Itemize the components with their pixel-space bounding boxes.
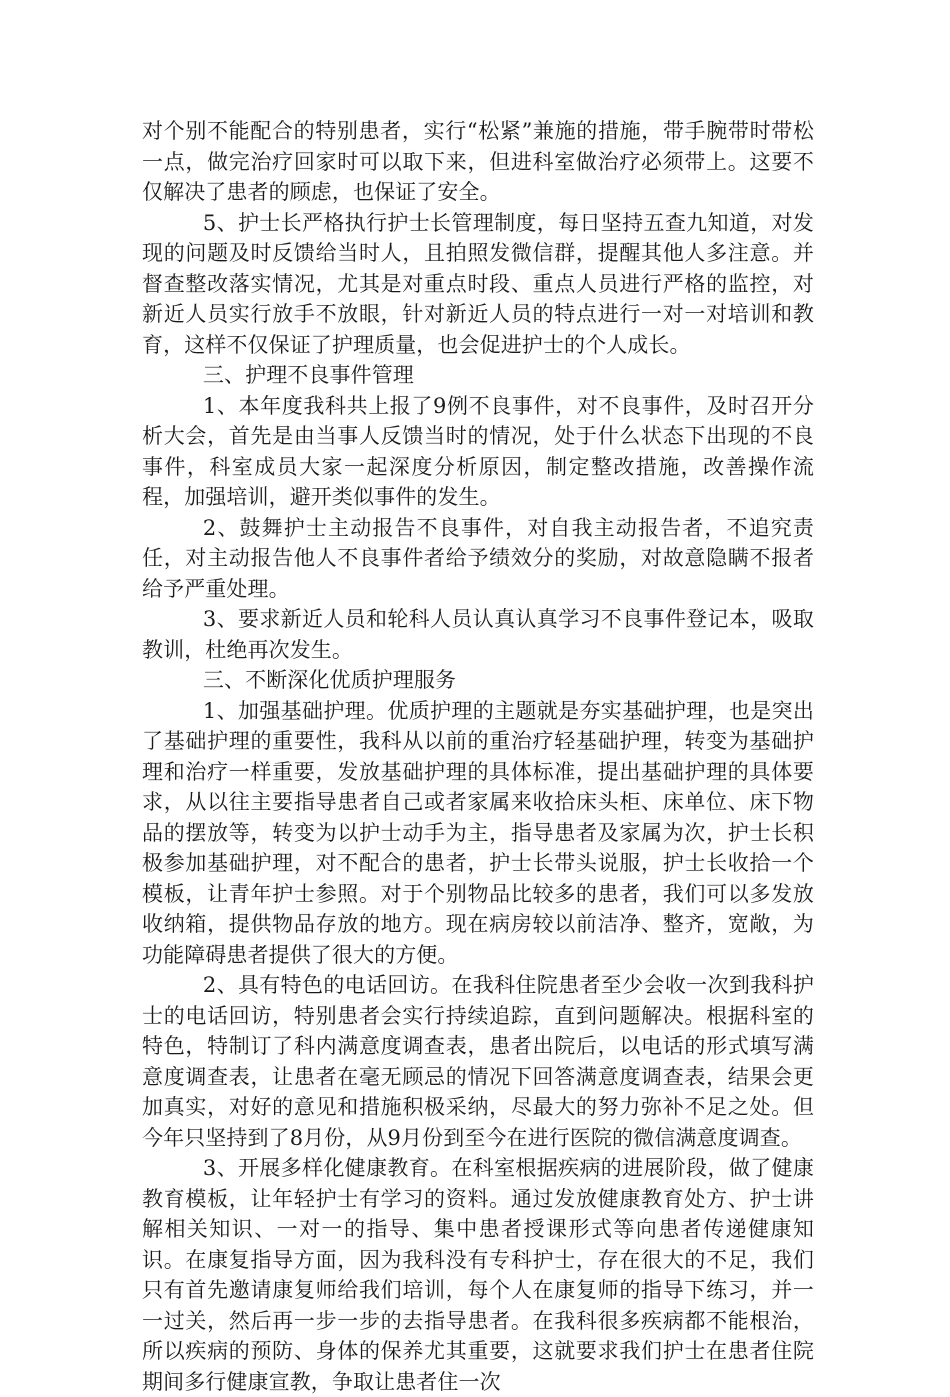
paragraph-health-education: 3、开展多样化健康教育。在科室根据疾病的进展阶段，做了健康教育模板，让年轻护士有学习的资料。通过发放健康教育处方、护士讲解相关知识、一对一的指导、集中患者授课形式等向患者传递健康知识。在康复指导方面，因为我科没有专科护士，存在很大的不足，我们只有首先邀请康复师给我们培训，每个人在康复师的指导下练习，并一一过关，然后再一步一步的去指导患者。在我科很多疾病都不能根治，所以疾病的预防、身体的保养尤其重要，这就要求我们护士在患者住院期间多行健康宣教，争取让患者住一次 [142, 1156, 814, 1394]
paragraph-continued: 对个别不能配合的特别患者，实行“松紧”兼施的措施，带手腕带时带松一点，做完治疗回家时可以取下来，但进科室做治疗必须带上。这要不仅解决了患者的顾虑，也保证了安全。 [142, 119, 814, 204]
paragraph-phone-followup: 2、具有特色的电话回访。在我科住院患者至少会收一次到我科护士的电话回访，特别患者会实行持续追踪，直到问题解决。根据科室的特色，特制订了科内满意度调查表，患者出院后，以电话的形式填写满意度调查表，让患者在毫无顾忌的情况下回答满意度调查表，结果会更加真实，对好的意见和措施积极采纳，尽最大的努力弥补不足之处。但今年只坚持到了8月份，从9月份到至今在进行医院的微信满意度调查。 [142, 973, 814, 1150]
paragraph-adverse-event-2: 2、鼓舞护士主动报告不良事件，对自我主动报告者，不追究责任，对主动报告他人不良事件者给予绩效分的奖励，对故意隐瞒不报者给予严重处理。 [142, 515, 814, 601]
section-heading-quality-service: 三、不断深化优质护理服务 [202, 668, 457, 692]
paragraph-adverse-event-3: 3、要求新近人员和轮科人员认真认真学习不良事件登记本，吸取教训，杜绝再次发生。 [142, 607, 814, 662]
paragraph-adverse-event-1: 1、本年度我科共上报了9例不良事件，对不良事件，及时召开分析大会，首先是由当事人反馈当时的情况，处于什么状态下出现的不良事件，科室成员大家一起深度分析原因，制定整改措施，改善操作流程，加强培训，避开类似事件的发生。 [142, 393, 814, 509]
document-body [142, 116, 814, 1397]
paragraph-head-nurse-management: 5、护士长严格执行护士长管理制度，每日坚持五查九知道，对发现的问题及时反馈给当时人，且拍照发微信群，提醒其他人多注意。并督查整改落实情况，尤其是对重点时段、重点人员进行严格的监控，对新近人员实行放手不放眼，针对新近人员的特点进行一对一对培训和教育，这样不仅保证了护理质量，也会促进护士的个人成长。 [142, 210, 814, 357]
paragraph-basic-nursing: 1、加强基础护理。优质护理的主题就是夯实基础护理，也是突出了基础护理的重要性，我科从以前的重治疗轻基础护理，转变为基础护理和治疗一样重要，发放基础护理的具体标准，提出基础护理的具体要求，从以往主要指导患者自己或者家属来收拾床头柜、床单位、床下物品的摆放等，转变为以护士动手为主，指导患者及家属为次，护士长积极参加基础护理，对不配合的患者，护士长带头说服，护士长收拾一个模板，让青年护士参照。对于个别物品比较多的患者，我们可以多发放收纳箱，提供物品存放的地方。现在病房较以前洁净、整齐，宽敞，为功能障碍患者提供了很大的方便。 [142, 698, 814, 967]
section-heading-adverse-events: 三、护理不良事件管理 [202, 363, 414, 387]
